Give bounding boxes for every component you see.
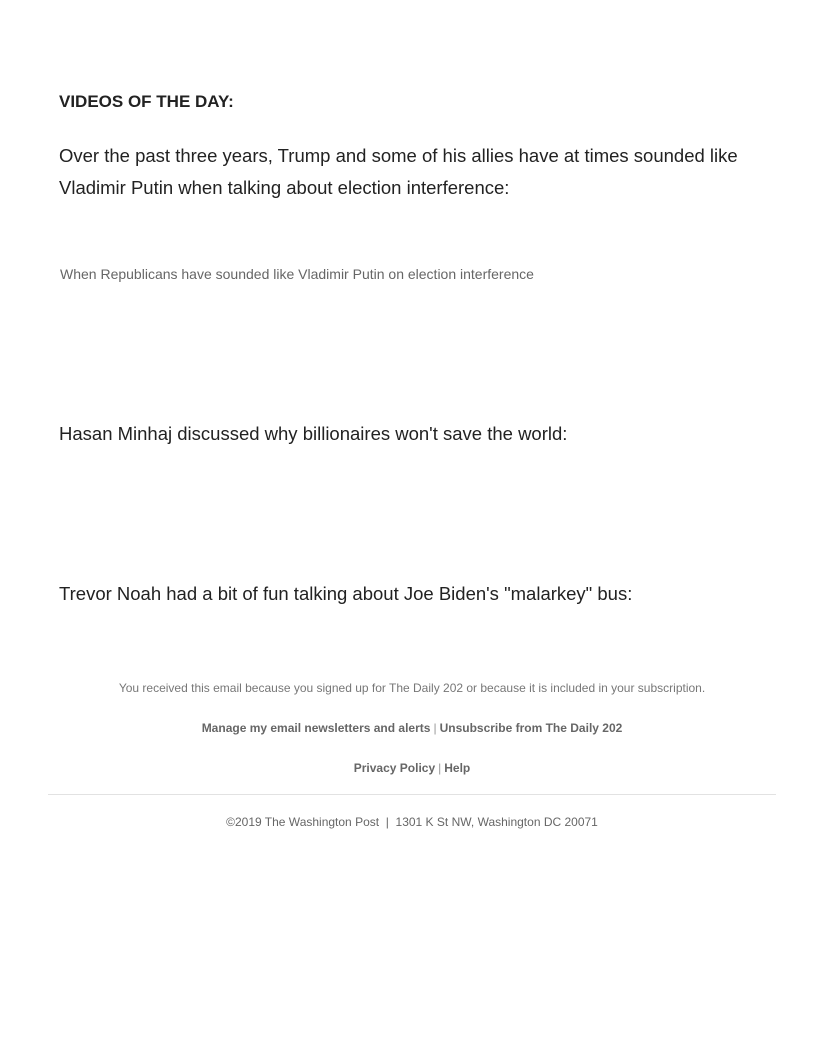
link-separator: | [433,721,437,735]
unsubscribe-link[interactable]: Unsubscribe from The Daily 202 [439,721,623,735]
copyright-address: ©2019 The Washington Post | 1301 K St NW, Washington DC 20071 [226,815,598,829]
video-intro-noah: Trevor Noah had a bit of fun talking about Joe Biden's "malarkey" bus: [59,583,633,604]
video-intro-putin: Over the past three years, Trump and some of his allies have at times sounded like Vladimir Putin when talking about election interference: [59,145,738,198]
privacy-policy-link[interactable]: Privacy Policy [353,761,436,775]
video-intro-minhaj: Hasan Minhaj discussed why billionaires won't save the world: [59,423,568,444]
help-link[interactable]: Help [444,761,471,775]
footer-links-row-2 [48,761,776,775]
video-caption-putin[interactable]: When Republicans have sounded like Vladimir Putin on election interference [60,266,534,282]
manage-newsletters-link[interactable]: Manage my email newsletters and alerts [201,721,431,735]
footer-divider [48,794,776,795]
section-heading: VIDEOS OF THE DAY: [59,92,234,111]
subscription-note: You received this email because you signed up for The Daily 202 or because it is included in your subscription. [118,681,706,695]
link-separator: | [438,761,442,775]
footer-links-row-1 [48,721,776,735]
